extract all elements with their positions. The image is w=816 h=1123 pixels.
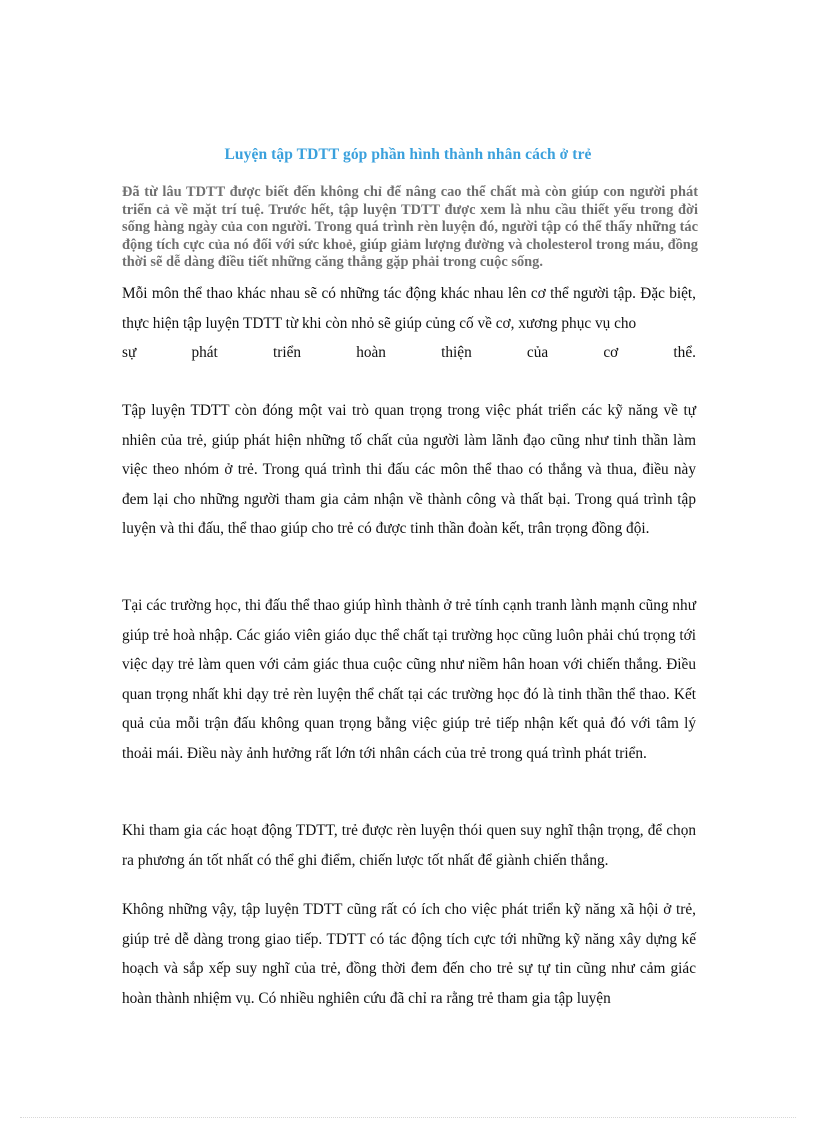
word: cơ <box>603 344 619 361</box>
word: phát <box>191 344 218 361</box>
paragraph-4: Khi tham gia các hoạt động TDTT, trẻ được rèn luyện thói quen suy nghĩ thận trọng, để chọn ra phương án tốt nhất có thể ghi điểm, chiến lược tốt nhất để giành chiến thắng. <box>122 822 696 869</box>
word: thể. <box>673 344 696 361</box>
paragraph-1-text: Mỗi môn thể thao khác nhau sẽ có những tác động khác nhau lên cơ thể người tập. Đặc biệt, thực hiện tập luyện TDTT từ khi còn nhỏ sẽ giúp củng cố về cơ, xương phục vụ cho <box>122 285 696 332</box>
paragraph-1-last-line <box>122 338 696 368</box>
paragraph-3: Tại các trường học, thi đấu thể thao giúp hình thành ở trẻ tính cạnh tranh lành mạnh cũng như giúp trẻ hoà nhập. Các giáo viên giáo dục thể chất tại trường học cũng luôn phải chú trọng tới việc dạy trẻ làm quen với cảm giác thua cuộc cũng như niềm hân hoan với chiến thắng. Điều quan trọng nhất khi dạy trẻ rèn luyện thể chất tại các trường học đó là tinh thần thể thao. Kết quả của mỗi trận đấu không quan trọng bằng việc giúp trẻ tiếp nhận kết quả đó với tâm lý thoải mái. Điều này ảnh hưởng rất lớn tới nhân cách của trẻ trong quá trình phát triển. <box>122 597 696 762</box>
word: thiện <box>441 344 472 361</box>
article-lead: Đã từ lâu TDTT được biết đến không chỉ để nâng cao thể chất mà còn giúp con người phát triển cả về mặt trí tuệ. Trước hết, tập luyện TDTT được xem là nhu cầu thiết yếu trong đời sống hàng ngày của con người. Trong quá trình rèn luyện đó, người tập có thể thấy những tác động tích cực của nó đối với sức khoẻ, giúp giảm lượng đường và cholesterol trong máu, đồng thời sẽ dễ dàng điều tiết những căng thẳng gặp phải trong cuộc sống. <box>122 184 698 270</box>
page-bottom-divider <box>20 1117 796 1118</box>
word: hoàn <box>356 344 386 361</box>
paragraph-1 <box>122 279 696 368</box>
word: triển <box>272 344 302 361</box>
word: sự <box>122 344 137 361</box>
article-title: Luyện tập TDTT góp phần hình thành nhân cách ở trẻ <box>224 146 592 163</box>
paragraph-5: Không những vậy, tập luyện TDTT cũng rất có ích cho việc phát triển kỹ năng xã hội ở trẻ, giúp trẻ dễ dàng trong giao tiếp. TDTT có tác động tích cực tới những kỹ năng xây dựng kế hoạch và sắp xếp suy nghĩ của trẻ, đồng thời đem đến cho trẻ sự tự tin cũng như cảm giác hoàn thành nhiệm vụ. Có nhiều nghiên cứu đã chỉ ra rằng trẻ tham gia tập luyện <box>122 901 696 1007</box>
paragraph-2: Tập luyện TDTT còn đóng một vai trò quan trọng trong việc phát triển các kỹ năng về tự nhiên của trẻ, giúp phát hiện những tố chất của người làm lãnh đạo cũng như tinh thần làm việc theo nhóm ở trẻ. Trong quá trình thi đấu các môn thể thao có thắng và thua, điều này đem lại cho những người tham gia cảm nhận về thành công và thất bại. Trong quá trình tập luyện và thi đấu, thể thao giúp cho trẻ có được tinh thần đoàn kết, trân trọng đồng đội. <box>122 402 696 537</box>
word: của <box>526 344 549 361</box>
